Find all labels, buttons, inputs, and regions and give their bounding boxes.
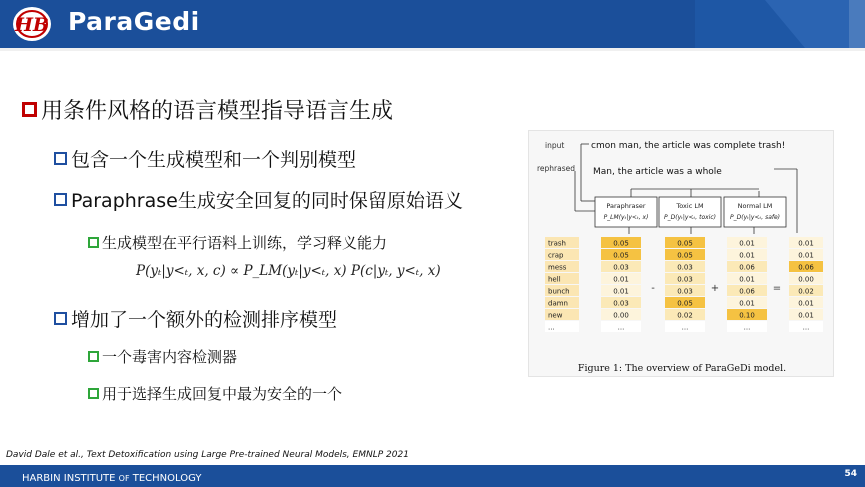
result-prob-value: 0.01 (798, 311, 814, 320)
bullet-text: 增加了一个额外的检测排序模型 (71, 309, 338, 331)
university-logo-icon (12, 5, 52, 43)
bullet-text: 用于选择生成回复中最为安全的一个 (102, 385, 343, 403)
token-value: trash (548, 239, 566, 248)
bullet-text: 包含一个生成模型和一个判别模型 (71, 149, 357, 171)
paraphraser-box (595, 197, 657, 227)
institution-name: HARBIN INSTITUTE OF TECHNOLOGY (22, 473, 202, 484)
title-bar (0, 0, 865, 48)
green-square-bullet-icon (88, 351, 99, 362)
token-value: mess (548, 263, 567, 272)
bullet-generative-discriminative (54, 145, 356, 172)
input-label: input (545, 141, 565, 150)
blue-square-bullet-icon (54, 193, 67, 206)
paraphraser-prob-value: 0.03 (613, 263, 629, 272)
paraphraser-prob-value: 0.03 (613, 299, 629, 308)
paragedi-overview-figure (528, 130, 834, 377)
bullet-text: Paraphrase生成安全回复的同时保留原始语义 (71, 190, 463, 212)
citation: David Dale et al., Text Detoxification using Large Pre-trained Neural Models, EMNLP 2021 (6, 450, 409, 460)
token-value: damn (548, 299, 568, 308)
paraphraser-formula: P_LM(yₜ|y<ₜ, x) (603, 214, 649, 221)
normal-prob-value: 0.01 (739, 275, 755, 284)
token-value: crap (548, 251, 564, 260)
minus-operator: - (651, 283, 655, 294)
paraphraser-prob-value: ... (617, 323, 625, 332)
blue-square-bullet-icon (54, 152, 67, 165)
bullet-toxic-detector (88, 346, 237, 367)
toxic-prob-value: 0.03 (677, 275, 693, 284)
normal-prob-value: 0.01 (739, 251, 755, 260)
result-prob-value: 0.01 (798, 239, 814, 248)
toxic-prob-value: 0.05 (677, 251, 693, 260)
paraphraser-prob-value: 0.01 (613, 287, 629, 296)
result-prob-value: ... (802, 323, 810, 332)
toxic-lm-title: Toxic LM (676, 202, 704, 210)
normal-prob-value: 0.06 (739, 287, 755, 296)
probability-formula: P(yₜ|y<ₜ, x, c) ∝ P_LM(yₜ|y<ₜ, x) P(c|yₜ, y<ₜ, x) (136, 263, 441, 279)
normal-prob-value: 0.01 (739, 299, 755, 308)
toxic-lm-box (659, 197, 721, 227)
bullet-paraphrase (54, 186, 463, 213)
probability-table (545, 237, 823, 332)
figure-caption: Figure 1: The overview of ParaGeDi model. (577, 363, 787, 374)
paraphraser-prob-value: 0.01 (613, 275, 629, 284)
token-value: new (548, 311, 563, 320)
toxic-prob-value: 0.03 (677, 287, 693, 296)
footer-bar (0, 465, 865, 487)
normal-prob-value: 0.01 (739, 239, 755, 248)
bullet-ranking-model (54, 305, 337, 332)
normal-prob-value: 0.10 (739, 311, 755, 320)
bullet-parallel-corpus (88, 232, 387, 253)
normal-prob-value: 0.06 (739, 263, 755, 272)
bullet-text: 生成模型在平行语料上训练，学习释义能力 (102, 234, 388, 252)
green-square-bullet-icon (88, 388, 99, 399)
header-decoration (565, 0, 865, 48)
token-value: ... (548, 323, 555, 332)
result-prob-value: 0.01 (798, 251, 814, 260)
paraphraser-prob-value: 0.05 (613, 251, 629, 260)
toxic-prob-value: 0.05 (677, 239, 693, 248)
header-divider (0, 48, 865, 51)
normal-lm-title: Normal LM (737, 202, 773, 210)
bullet-select-safest (88, 383, 342, 404)
red-square-bullet-icon (22, 102, 37, 117)
bullet-main (22, 94, 393, 125)
green-square-bullet-icon (88, 237, 99, 248)
toxic-lm-formula: P_D(yₜ|y<ₜ, toxic) (664, 214, 716, 221)
slide-title: ParaGedi (68, 7, 200, 36)
toxic-prob-value: 0.03 (677, 263, 693, 272)
blue-square-bullet-icon (54, 312, 67, 325)
toxic-prob-value: 0.05 (677, 299, 693, 308)
normal-lm-box (724, 197, 786, 227)
toxic-prob-value: 0.02 (677, 311, 693, 320)
normal-prob-value: ... (743, 323, 751, 332)
figure-diagram (529, 131, 835, 378)
page-number: 54 (844, 469, 857, 479)
equals-operator: = (772, 283, 782, 294)
result-prob-value: 0.02 (798, 287, 814, 296)
rephrased-sentence: Man, the article was a whole (593, 167, 722, 177)
paraphraser-prob-value: 0.05 (613, 239, 629, 248)
token-value: bunch (548, 287, 570, 296)
result-prob-value: 0.01 (798, 299, 814, 308)
plus-operator: + (710, 283, 720, 294)
paraphraser-title: Paraphraser (606, 202, 646, 210)
token-value: hell (548, 275, 561, 284)
toxic-prob-value: ... (681, 323, 689, 332)
bullet-text: 用条件风格的语言模型指导语言生成 (41, 99, 394, 124)
normal-lm-formula: P_D(yₜ|y<ₜ, safe) (729, 214, 781, 221)
paraphraser-prob-value: 0.00 (613, 311, 629, 320)
result-prob-value: 0.06 (798, 263, 814, 272)
result-prob-value: 0.00 (798, 275, 814, 284)
input-sentence: cmon man, the article was complete trash! (591, 141, 786, 151)
bullet-text: 一个毒害内容检测器 (102, 348, 238, 366)
svg-text:HB: HB (14, 14, 50, 36)
rephrased-label: rephrased (537, 164, 576, 173)
